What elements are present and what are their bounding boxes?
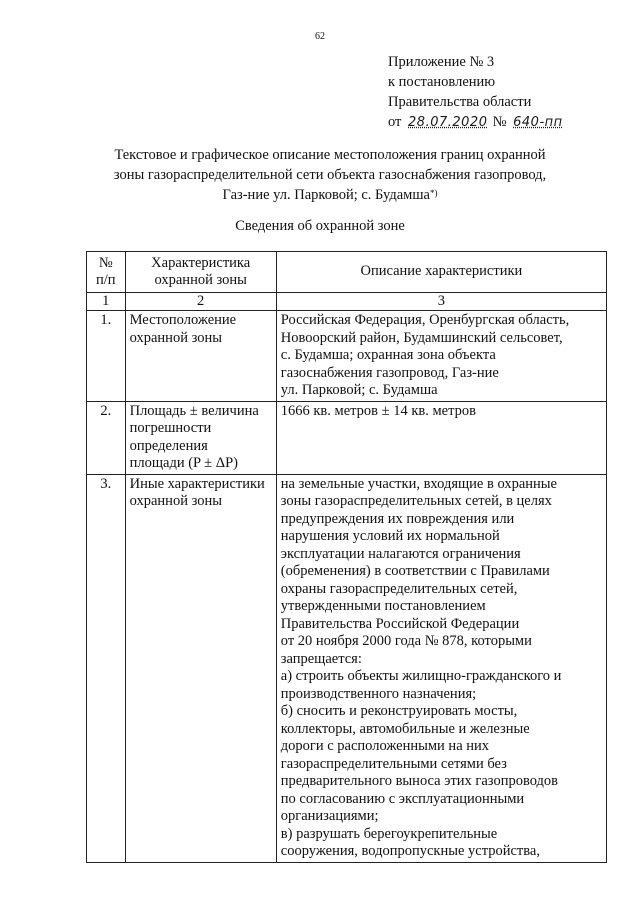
table-row bbox=[87, 311, 607, 402]
row-description: на земельные участки, входящие в охранные зоны газораспределительных сетей, в целях предупреждения их повреждения или нарушения условий их нормальной эксплуатации налагаются ограничения (обременения) в соответствии с Правилами охраны газораспределительных сетей, утвержденными постановлением Правительства Российской Федерации от 20 ноября 2000 года № 878, которыми запрещается: а) строить объекты жилищно-гражданского и производственного назначения; б) сносить и реконструировать мосты, коллекторы, автомобильные и железные дороги с расположенными на них газораспределительными сетями без предварительного выноса этих газопроводов по согласованию с эксплуатационными организациями; в) разрушать берегоукрепительные сооружения, водопропускные устройства, bbox=[276, 474, 606, 862]
protection-zone-table bbox=[86, 251, 607, 863]
page-number: 62 bbox=[315, 31, 325, 42]
appendix-date-line bbox=[388, 112, 576, 133]
row-num: 1. bbox=[87, 311, 126, 402]
row-characteristic: Иные характеристики охранной зоны bbox=[125, 474, 276, 862]
document-title bbox=[100, 145, 560, 205]
appendix-from-label: от bbox=[388, 114, 402, 130]
row-num: 2. bbox=[87, 401, 126, 474]
table-row bbox=[87, 401, 607, 474]
table-row bbox=[87, 474, 607, 862]
appendix-title: Приложение № 3 bbox=[388, 54, 495, 70]
appendix-government-line: Правительства области bbox=[388, 94, 532, 110]
row-characteristic: Площадь ± величина погрешности определения площади (P ± ΔP) bbox=[125, 401, 276, 474]
appendix-number: 640-пп bbox=[513, 115, 563, 130]
footnote-mark: *) bbox=[429, 188, 438, 198]
header-description: Описание характеристики bbox=[276, 252, 606, 293]
column-number: 1 bbox=[87, 293, 126, 311]
document-title-text: Текстовое и графическое описание местоположения границ охранной зоны газораспределительной сети объекта газоснабжения газопровод, Газ-ние ул. Парковой; с. Будамша bbox=[113, 147, 547, 203]
row-characteristic: Местоположение охранной зоны bbox=[125, 311, 276, 402]
header-num: № п/п bbox=[87, 252, 126, 293]
appendix-number-label: № bbox=[492, 114, 507, 130]
section-subtitle: Сведения об охранной зоне bbox=[235, 218, 405, 234]
appendix-date: 28.07.2020 bbox=[408, 115, 488, 130]
header-characteristic: Характеристика охранной зоны bbox=[125, 252, 276, 293]
appendix-block bbox=[388, 52, 576, 133]
table-header-row bbox=[87, 252, 607, 293]
appendix-resolution-line: к постановлению bbox=[388, 74, 496, 90]
column-number: 3 bbox=[276, 293, 606, 311]
column-number-row bbox=[87, 293, 607, 311]
row-description: 1666 кв. метров ± 14 кв. метров bbox=[276, 401, 606, 474]
row-num: 3. bbox=[87, 474, 126, 862]
row-description: Российская Федерация, Оренбургская область, Новоорский район, Будамшинский сельсовет, с. Будамша; охранная зона объекта газоснабжения газопровод, Газ-ние ул. Парковой; с. Будамша bbox=[276, 311, 606, 402]
column-number: 2 bbox=[125, 293, 276, 311]
